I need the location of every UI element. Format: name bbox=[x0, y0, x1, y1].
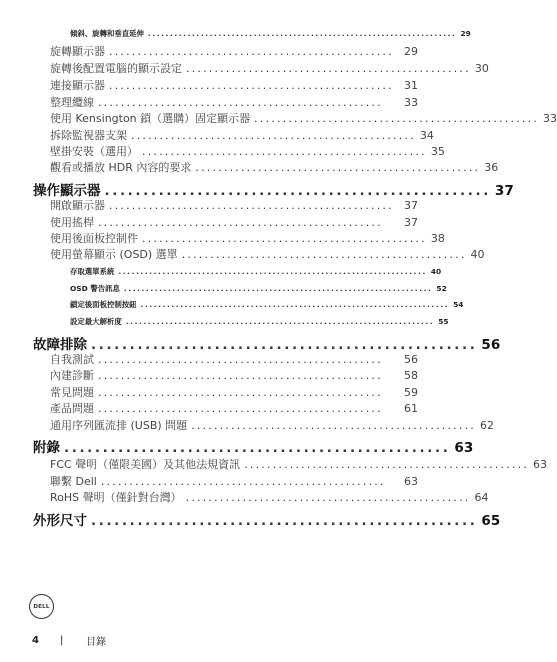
dot-leader: .................................................. bbox=[91, 513, 478, 529]
toc-entry-page: 29 bbox=[460, 29, 471, 38]
dot-leader: .................................................. bbox=[186, 62, 471, 75]
toc-entry[interactable] bbox=[50, 60, 489, 76]
dot-leader: .................................................. bbox=[98, 369, 383, 382]
toc-chapter[interactable] bbox=[33, 179, 514, 199]
toc-entry-title: 傾斜、旋轉和垂直延伸 bbox=[70, 29, 144, 38]
toc-entry-title: 開啟顯示器 bbox=[50, 199, 105, 212]
toc-entry[interactable] bbox=[50, 214, 418, 230]
dot-leader: .................................................. bbox=[191, 419, 476, 432]
toc-entry-page: 35 bbox=[430, 145, 445, 158]
toc-entry[interactable] bbox=[50, 384, 418, 400]
toc-entry-title: 通用序列匯流排 (USB) 問題 bbox=[50, 419, 188, 432]
toc-entry-title: 鎖定後面板控制按鈕 bbox=[70, 300, 137, 309]
toc-entry[interactable] bbox=[50, 197, 418, 213]
toc-entry-page: 29 bbox=[404, 45, 418, 58]
toc-entry-title: 設定最大解析度 bbox=[70, 317, 122, 326]
dot-leader: .................................................. bbox=[195, 161, 481, 174]
toc-entry-page: 64 bbox=[474, 491, 489, 504]
dot-leader: ...................................................................... bbox=[125, 317, 435, 326]
toc-chapter[interactable] bbox=[33, 509, 501, 529]
toc-entry-page: 59 bbox=[404, 386, 418, 399]
toc-chapter-title: 操作顯示器 bbox=[33, 183, 101, 199]
toc-entry-title: 使用螢幕顯示 (OSD) 選單 bbox=[50, 248, 178, 261]
toc-entry[interactable] bbox=[50, 94, 418, 110]
toc-entry[interactable] bbox=[50, 351, 418, 367]
dot-leader: .................................................. bbox=[98, 353, 383, 366]
toc-entry-page: 31 bbox=[404, 79, 418, 92]
page-footer bbox=[32, 633, 106, 648]
toc-entry[interactable] bbox=[50, 489, 489, 505]
toc-entry-page: 36 bbox=[484, 161, 499, 174]
toc-entry-page: 37 bbox=[404, 199, 418, 212]
toc-entry-page: 40 bbox=[430, 267, 442, 276]
toc-entry[interactable] bbox=[50, 159, 499, 175]
toc-entry-page: 37 bbox=[404, 216, 418, 229]
page-number: 4 bbox=[32, 635, 39, 646]
dot-leader: ...................................................................... bbox=[140, 300, 450, 309]
toc-entry-title: 拆除監視器支架 bbox=[50, 129, 127, 142]
toc-entry-title: 使用後面板控制件 bbox=[50, 232, 138, 245]
toc-entry-title: 觀看或播放 HDR 內容的要求 bbox=[50, 161, 192, 174]
toc-entry[interactable] bbox=[70, 283, 447, 294]
toc-entry-page: 33 bbox=[543, 112, 557, 125]
toc-chapter[interactable] bbox=[33, 333, 501, 353]
toc-entry[interactable] bbox=[50, 43, 418, 59]
toc-entry-page: 38 bbox=[430, 232, 445, 245]
toc-entry-page: 62 bbox=[480, 419, 494, 432]
toc-entry-page: 54 bbox=[453, 300, 464, 309]
toc-entry-page: 40 bbox=[470, 248, 485, 261]
toc-entry-title: 產品問題 bbox=[50, 402, 94, 415]
toc-chapter[interactable] bbox=[33, 436, 474, 456]
toc-entry[interactable] bbox=[50, 473, 418, 489]
toc-chapter-page: 56 bbox=[481, 337, 501, 353]
toc-chapter-title: 故障排除 bbox=[33, 337, 87, 353]
toc-entry-page: 55 bbox=[438, 317, 449, 326]
toc-entry-title: OSD 警告訊息 bbox=[70, 284, 120, 293]
dot-leader: .................................................. bbox=[109, 45, 394, 58]
dot-leader: .................................................. bbox=[244, 458, 530, 471]
dot-leader: ...................................................................... bbox=[118, 267, 427, 276]
toc-entry-page: 63 bbox=[533, 458, 548, 471]
toc-entry-title: 旋轉後配置電腦的顯示設定 bbox=[50, 62, 182, 75]
toc-entry[interactable] bbox=[50, 110, 557, 126]
toc-chapter-page: 65 bbox=[481, 513, 501, 529]
toc-entry[interactable] bbox=[50, 246, 485, 262]
toc-entry[interactable] bbox=[50, 456, 548, 472]
toc-entry-title: 連接顯示器 bbox=[50, 79, 105, 92]
toc-entry[interactable] bbox=[70, 28, 471, 39]
toc-chapter-page: 37 bbox=[494, 183, 514, 199]
toc-entry[interactable] bbox=[50, 143, 445, 159]
toc-entry[interactable] bbox=[50, 417, 494, 433]
toc-entry[interactable] bbox=[70, 299, 464, 310]
dot-leader: ...................................................................... bbox=[123, 284, 433, 293]
footer-section-title: 目錄 bbox=[86, 637, 106, 648]
toc-entry-page: 58 bbox=[404, 369, 418, 382]
dot-leader: .................................................. bbox=[109, 79, 394, 92]
dot-leader: .................................................. bbox=[98, 402, 383, 415]
toc-entry-title: FCC 聲明（僅限美國）及其他法規資訊 bbox=[50, 458, 241, 471]
logo-text: DELL bbox=[33, 603, 50, 610]
dot-leader: .................................................. bbox=[98, 96, 383, 109]
dot-leader: .................................................. bbox=[104, 183, 491, 199]
toc-entry[interactable] bbox=[50, 127, 434, 143]
toc-entry-page: 61 bbox=[404, 402, 418, 415]
toc-entry-page: 63 bbox=[404, 475, 418, 488]
toc-entry-title: 使用搖桿 bbox=[50, 216, 94, 229]
toc-entry[interactable] bbox=[50, 367, 418, 383]
toc-entry-title: 自我測試 bbox=[50, 353, 94, 366]
toc-chapter-page: 63 bbox=[454, 440, 474, 456]
toc-chapter-title: 附錄 bbox=[33, 440, 60, 456]
toc-entry-title: 壁掛安裝（選用） bbox=[50, 145, 138, 158]
dell-logo bbox=[29, 594, 54, 619]
toc-entry-title: 旋轉顯示器 bbox=[50, 45, 105, 58]
toc-entry-title: 整理纜線 bbox=[50, 96, 94, 109]
dot-leader: .................................................. bbox=[64, 440, 451, 456]
toc-entry-title: RoHS 聲明（僅針對台灣） bbox=[50, 491, 182, 504]
toc-entry[interactable] bbox=[50, 400, 418, 416]
toc-entry[interactable] bbox=[50, 230, 445, 246]
dot-leader: .................................................. bbox=[109, 199, 394, 212]
dot-leader: .................................................. bbox=[91, 337, 478, 353]
toc-entry-page: 30 bbox=[474, 62, 489, 75]
dot-leader: .................................................. bbox=[181, 248, 467, 261]
dot-leader: .................................................. bbox=[142, 232, 427, 245]
toc-entry[interactable] bbox=[70, 266, 442, 277]
dot-leader: ...................................................................... bbox=[147, 29, 457, 38]
toc-chapter-title: 外形尺寸 bbox=[33, 513, 87, 529]
toc-entry-title: 常見問題 bbox=[50, 386, 94, 399]
toc-entry-title: 使用 Kensington 鎖（選購）固定顯示器 bbox=[50, 112, 251, 125]
toc-entry[interactable] bbox=[50, 77, 418, 93]
dot-leader: .................................................. bbox=[254, 112, 539, 125]
dot-leader: .................................................. bbox=[98, 386, 383, 399]
footer-separator: | bbox=[60, 635, 64, 646]
toc-entry-page: 52 bbox=[436, 284, 447, 293]
toc-entry-page: 56 bbox=[404, 353, 418, 366]
toc-entry[interactable] bbox=[70, 316, 449, 327]
dot-leader: .................................................. bbox=[142, 145, 427, 158]
dot-leader: .................................................. bbox=[98, 216, 383, 229]
toc-entry-title: 存取選單系統 bbox=[70, 267, 115, 276]
dot-leader: .................................................. bbox=[100, 475, 386, 488]
toc-entry-page: 34 bbox=[419, 129, 434, 142]
toc-entry-title: 內建診斷 bbox=[50, 369, 94, 382]
toc-entry-title: 聯繫 Dell bbox=[50, 475, 97, 488]
dot-leader: .................................................. bbox=[131, 129, 416, 142]
dot-leader: .................................................. bbox=[185, 491, 471, 504]
toc-entry-page: 33 bbox=[404, 96, 418, 109]
